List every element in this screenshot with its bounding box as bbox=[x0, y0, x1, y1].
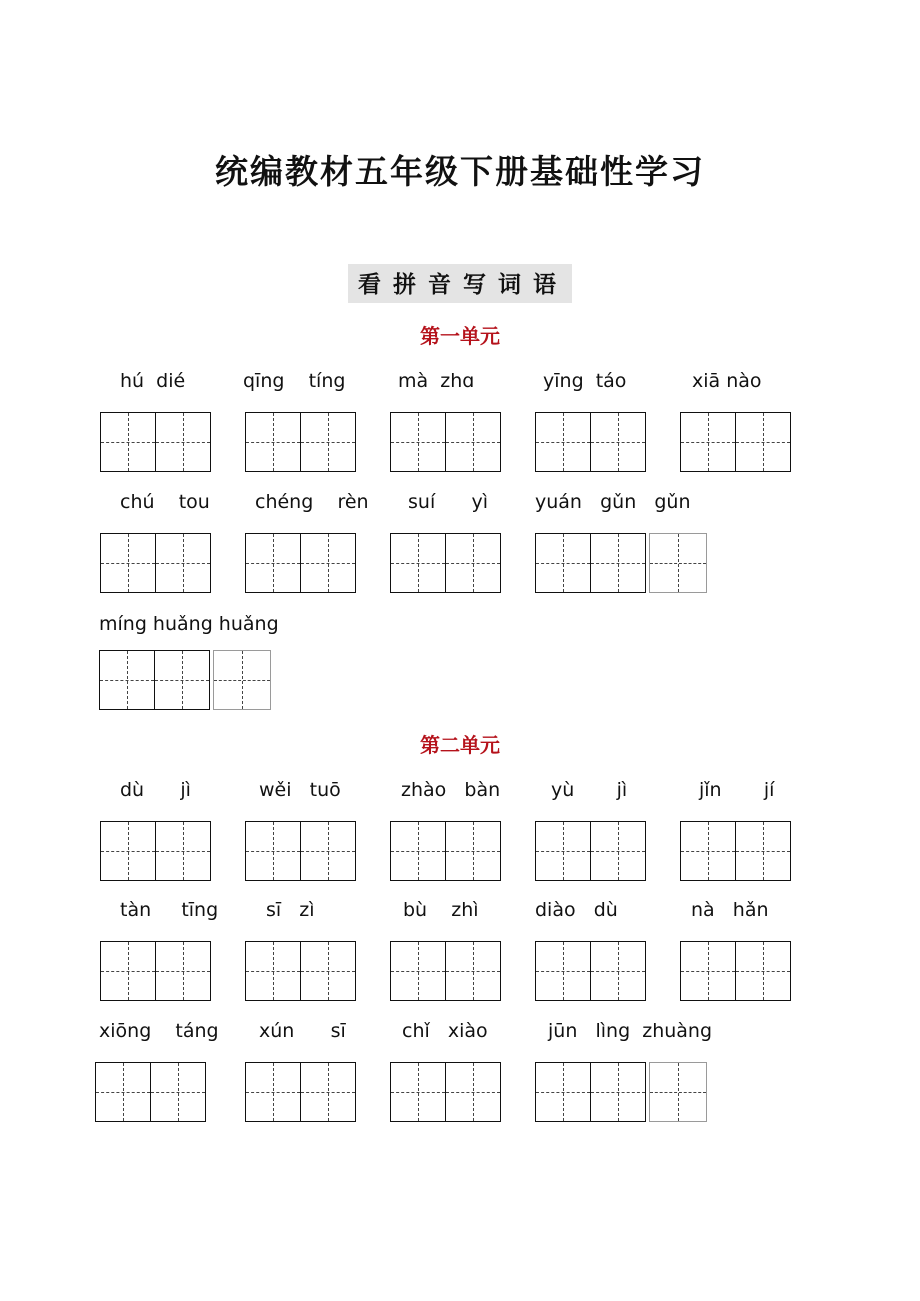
pinyin-label: qīng tíng bbox=[243, 370, 346, 392]
pinyin-label: wěi tuō bbox=[259, 779, 341, 801]
writing-box[interactable] bbox=[680, 821, 791, 881]
writing-box[interactable] bbox=[535, 533, 707, 593]
writing-cell[interactable] bbox=[155, 412, 211, 472]
pinyin-label: yīng táo bbox=[543, 370, 627, 392]
pinyin-label: bù zhì bbox=[403, 899, 479, 921]
pinyin-label: xiā nào bbox=[692, 370, 762, 392]
writing-cell[interactable] bbox=[300, 941, 356, 1001]
writing-cell[interactable] bbox=[680, 941, 736, 1001]
writing-cell[interactable] bbox=[445, 533, 501, 593]
writing-box[interactable] bbox=[535, 412, 646, 472]
writing-box[interactable] bbox=[390, 941, 501, 1001]
pinyin-label: chú tou bbox=[120, 491, 210, 513]
writing-cell[interactable] bbox=[535, 1062, 591, 1122]
writing-cell[interactable] bbox=[735, 941, 791, 1001]
writing-cell[interactable] bbox=[154, 650, 210, 710]
writing-cell[interactable] bbox=[590, 412, 646, 472]
pinyin-label: xún sī bbox=[259, 1020, 346, 1042]
writing-cell[interactable] bbox=[590, 1062, 646, 1122]
writing-box[interactable] bbox=[100, 821, 211, 881]
pinyin-label: yù jì bbox=[551, 779, 628, 801]
writing-box[interactable] bbox=[535, 941, 646, 1001]
writing-cell[interactable] bbox=[390, 533, 446, 593]
pinyin-label: suí yì bbox=[408, 491, 488, 513]
unit-heading: 第二单元 bbox=[420, 733, 500, 757]
writing-cell[interactable] bbox=[300, 821, 356, 881]
writing-box[interactable] bbox=[535, 1062, 707, 1122]
writing-box[interactable] bbox=[95, 1062, 206, 1122]
writing-cell[interactable] bbox=[535, 941, 591, 1001]
writing-cell[interactable] bbox=[150, 1062, 206, 1122]
writing-box[interactable] bbox=[390, 412, 501, 472]
writing-cell[interactable] bbox=[95, 1062, 151, 1122]
writing-cell[interactable] bbox=[535, 821, 591, 881]
pinyin-label: jūn lìng zhuàng bbox=[548, 1020, 713, 1042]
writing-cell[interactable] bbox=[735, 821, 791, 881]
writing-cell[interactable] bbox=[155, 533, 211, 593]
writing-cell[interactable] bbox=[680, 412, 736, 472]
pinyin-label: yuán gǔn gǔn bbox=[535, 491, 691, 513]
writing-box[interactable] bbox=[390, 533, 501, 593]
writing-cell[interactable] bbox=[445, 412, 501, 472]
writing-box[interactable] bbox=[535, 821, 646, 881]
writing-cell[interactable] bbox=[100, 412, 156, 472]
writing-box[interactable] bbox=[680, 412, 791, 472]
writing-cell[interactable] bbox=[390, 821, 446, 881]
writing-cell[interactable] bbox=[535, 412, 591, 472]
writing-cell[interactable] bbox=[100, 533, 156, 593]
writing-cell[interactable] bbox=[445, 941, 501, 1001]
pinyin-label: zhào bàn bbox=[401, 779, 501, 801]
writing-box[interactable] bbox=[245, 533, 356, 593]
writing-box[interactable] bbox=[100, 941, 211, 1001]
writing-cell[interactable] bbox=[535, 533, 591, 593]
writing-cell[interactable] bbox=[213, 650, 271, 710]
writing-box[interactable] bbox=[680, 941, 791, 1001]
pinyin-label: míng huǎng huǎng bbox=[99, 613, 279, 635]
pinyin-label: nà hǎn bbox=[691, 899, 769, 921]
pinyin-label: dù jì bbox=[120, 779, 191, 801]
pinyin-label: tàn tīng bbox=[120, 899, 219, 921]
writing-box[interactable] bbox=[245, 821, 356, 881]
writing-box[interactable] bbox=[245, 412, 356, 472]
writing-box[interactable] bbox=[100, 412, 211, 472]
writing-cell[interactable] bbox=[245, 1062, 301, 1122]
writing-cell[interactable] bbox=[155, 941, 211, 1001]
writing-cell[interactable] bbox=[735, 412, 791, 472]
pinyin-label: xiōng táng bbox=[99, 1020, 219, 1042]
writing-cell[interactable] bbox=[245, 821, 301, 881]
pinyin-label: mà zhɑ bbox=[398, 370, 475, 392]
writing-cell[interactable] bbox=[300, 1062, 356, 1122]
pinyin-label: chǐ xiào bbox=[402, 1020, 488, 1042]
writing-cell[interactable] bbox=[649, 1062, 707, 1122]
writing-cell[interactable] bbox=[245, 941, 301, 1001]
writing-box[interactable] bbox=[245, 941, 356, 1001]
writing-cell[interactable] bbox=[99, 650, 155, 710]
writing-cell[interactable] bbox=[390, 941, 446, 1001]
writing-box[interactable] bbox=[390, 1062, 501, 1122]
writing-box[interactable] bbox=[100, 533, 211, 593]
writing-cell[interactable] bbox=[649, 533, 707, 593]
writing-cell[interactable] bbox=[590, 941, 646, 1001]
pinyin-label: chéng rèn bbox=[255, 491, 369, 513]
writing-cell[interactable] bbox=[390, 1062, 446, 1122]
writing-box[interactable] bbox=[99, 650, 271, 710]
unit-heading: 第一单元 bbox=[420, 324, 500, 348]
page-title: 统编教材五年级下册基础性学习 bbox=[215, 152, 705, 191]
writing-box[interactable] bbox=[390, 821, 501, 881]
pinyin-label: diào dù bbox=[535, 899, 618, 921]
writing-cell[interactable] bbox=[590, 533, 646, 593]
writing-cell[interactable] bbox=[445, 821, 501, 881]
section-subtitle: 看拼音写词语 bbox=[348, 264, 572, 303]
pinyin-label: sī zì bbox=[266, 899, 315, 921]
writing-cell[interactable] bbox=[245, 412, 301, 472]
writing-cell[interactable] bbox=[390, 412, 446, 472]
writing-cell[interactable] bbox=[100, 941, 156, 1001]
writing-cell[interactable] bbox=[300, 412, 356, 472]
writing-cell[interactable] bbox=[155, 821, 211, 881]
writing-box[interactable] bbox=[245, 1062, 356, 1122]
pinyin-label: jǐn jí bbox=[699, 779, 775, 801]
writing-cell[interactable] bbox=[590, 821, 646, 881]
writing-cell[interactable] bbox=[245, 533, 301, 593]
pinyin-label: hú dié bbox=[120, 370, 186, 392]
writing-cell[interactable] bbox=[680, 821, 736, 881]
writing-cell[interactable] bbox=[445, 1062, 501, 1122]
writing-cell[interactable] bbox=[100, 821, 156, 881]
subtitle-wrap bbox=[0, 264, 920, 303]
writing-cell[interactable] bbox=[300, 533, 356, 593]
